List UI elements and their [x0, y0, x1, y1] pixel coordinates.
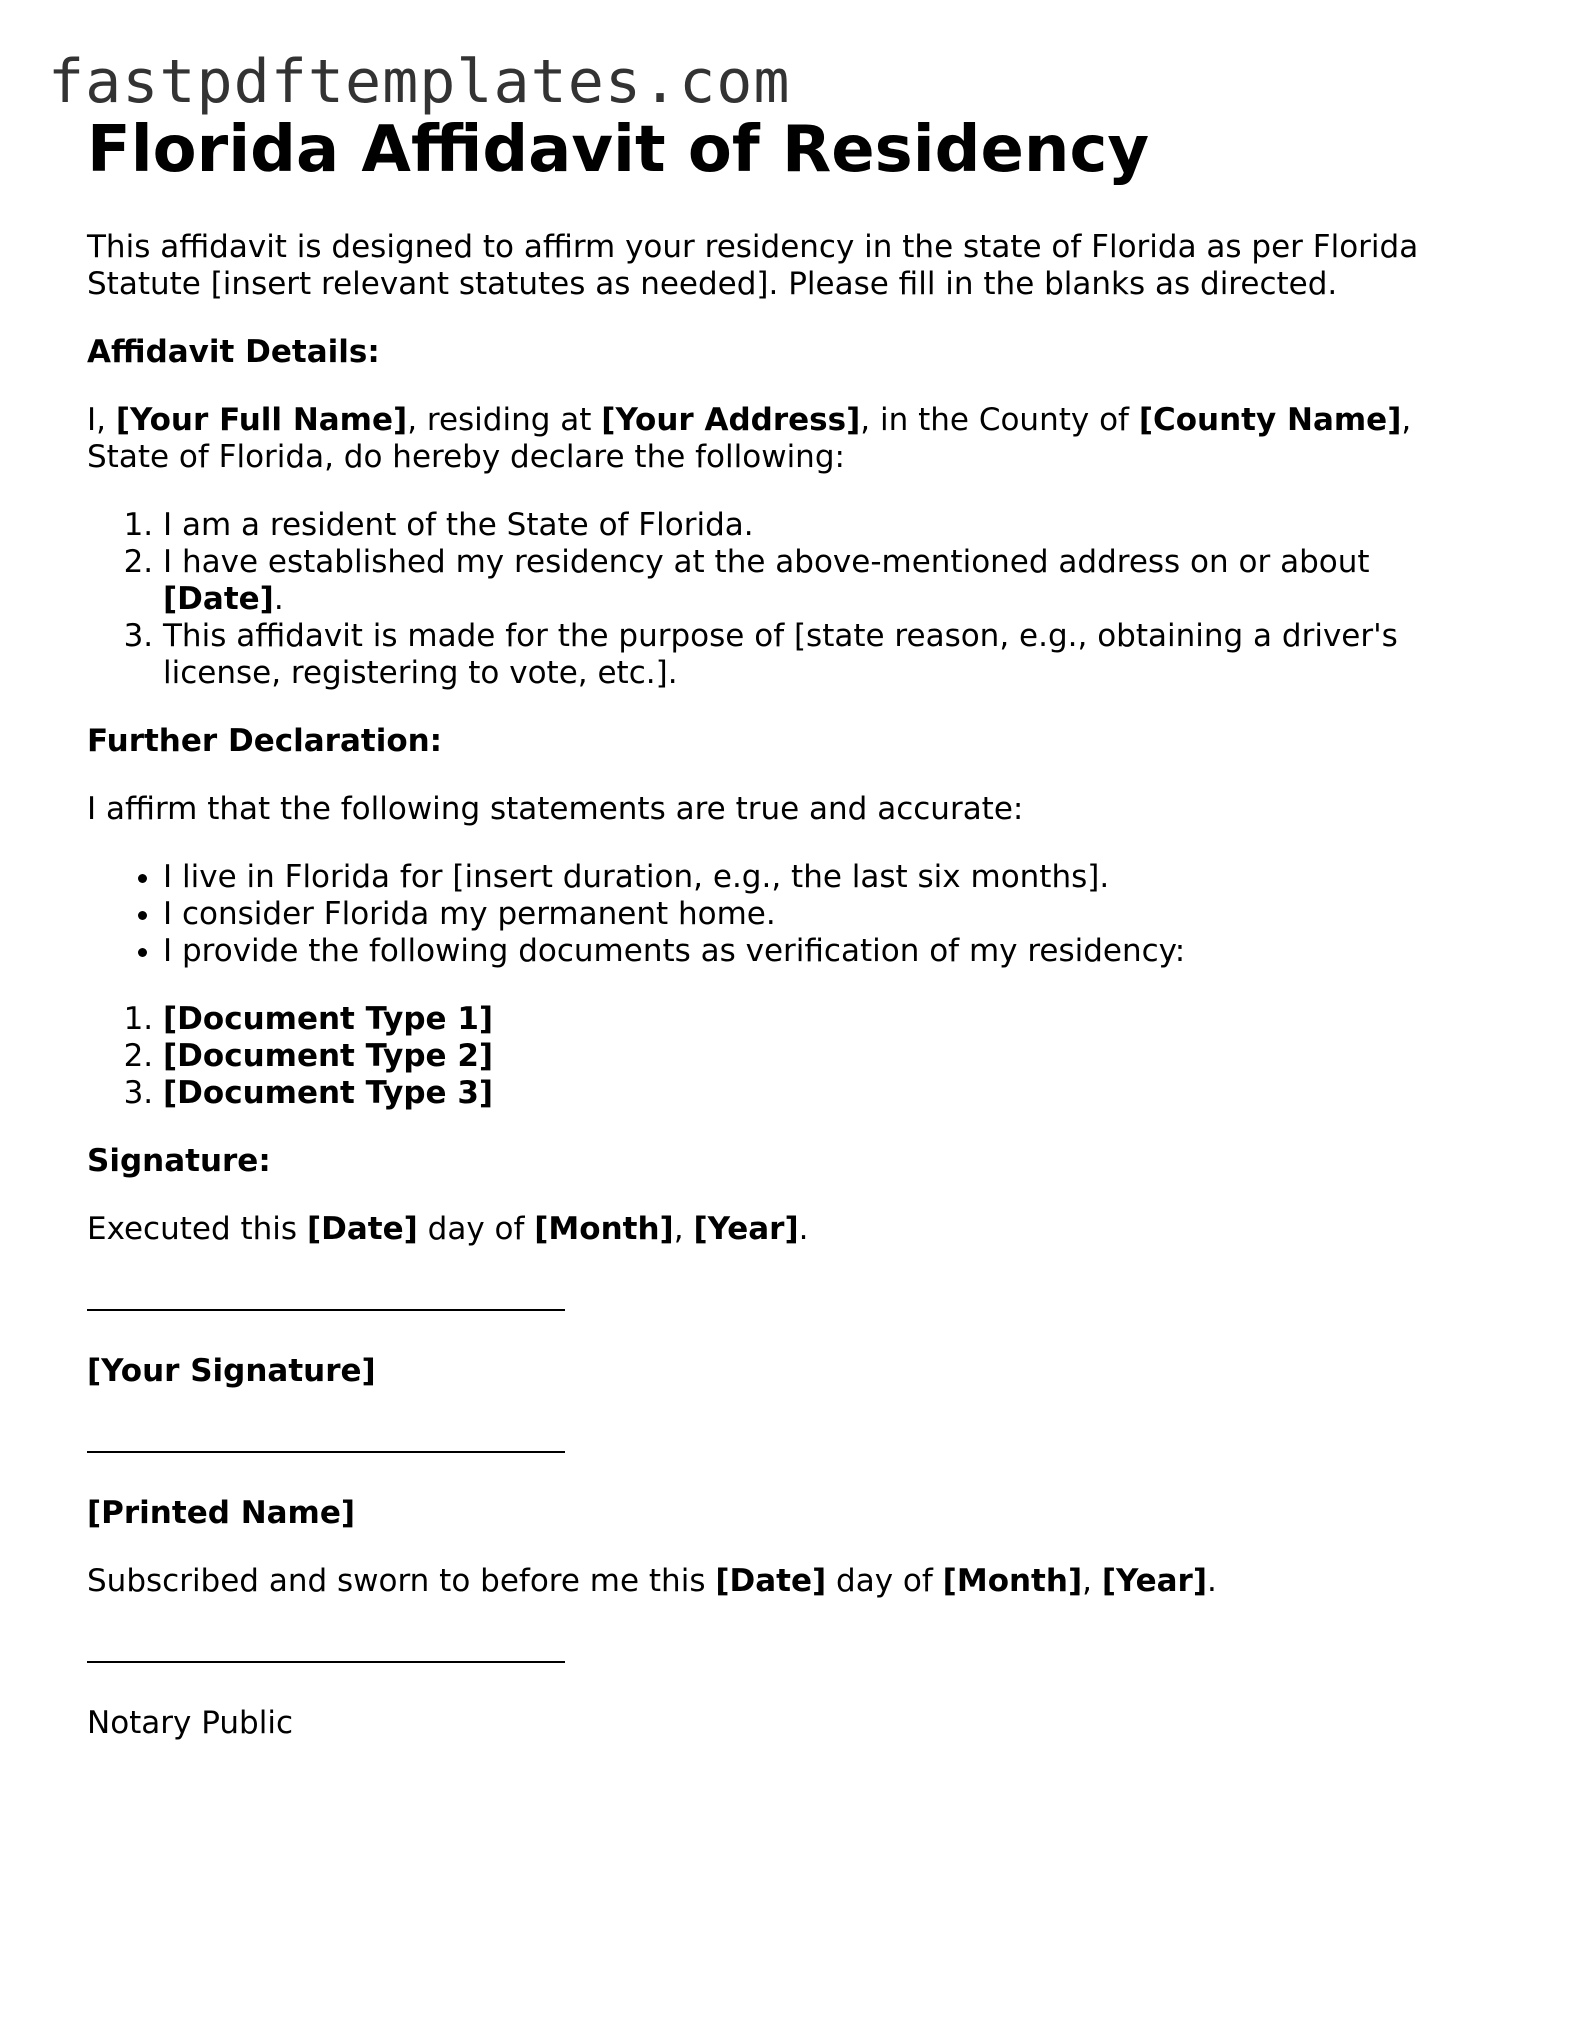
page-title: Florida Affidavit of Residency — [87, 113, 1150, 187]
document-item — [163, 1038, 1487, 1075]
document-type-placeholder: [Document Type 2] — [163, 1038, 494, 1074]
affidavit-document — [87, 106, 1487, 1773]
date-placeholder: [Date] — [163, 581, 274, 617]
further-declaration-heading: Further Declaration: — [87, 723, 443, 759]
affirm-paragraph: I affirm that the following statements are true and accurate: — [87, 791, 1024, 827]
declare-suffix-text: , State of Florida, do hereby declare the following: — [87, 402, 1412, 475]
address-placeholder: [Your Address] — [601, 402, 861, 438]
document-type-placeholder: [Document Type 3] — [163, 1075, 494, 1111]
document-item — [163, 1075, 1487, 1112]
declaration-i: I, — [87, 402, 106, 438]
year-placeholder: [Year] — [1101, 1563, 1208, 1599]
period: . — [1207, 1563, 1217, 1599]
date-placeholder: [Date] — [306, 1211, 418, 1247]
statement-list — [87, 859, 1487, 970]
signature-heading: Signature: — [87, 1143, 271, 1179]
notary-label: Notary Public — [87, 1705, 293, 1741]
executed-paragraph — [87, 1211, 1487, 1248]
printed-name-line[interactable] — [87, 1449, 565, 1453]
notary-signature-line[interactable] — [87, 1659, 565, 1663]
date-placeholder: [Date] — [715, 1563, 827, 1599]
statement-item: • I consider Florida my permanent home. — [163, 896, 1487, 933]
comma: , — [673, 1211, 684, 1247]
details-heading: Affidavit Details: — [87, 334, 380, 370]
executed-prefix: Executed this — [87, 1211, 298, 1247]
sworn-prefix: Subscribed and sworn to before me this — [87, 1563, 706, 1599]
declaration-item-text: I have established my residency at the above-mentioned address on or about — [163, 544, 1370, 580]
year-placeholder: [Year] — [693, 1211, 799, 1247]
declaration-item: 1. I am a resident of the State of Florida. — [163, 507, 1487, 544]
period: . — [798, 1211, 809, 1247]
county-placeholder: [County Name] — [1138, 402, 1402, 438]
declaration-item: 3. This affidavit is made for the purpose of [state reason, e.g., obtaining a driver's license, registering to vote, etc.]. — [163, 618, 1487, 692]
document-item — [163, 1001, 1487, 1038]
watermark-logo: fastpdftemplates.com — [48, 47, 791, 117]
signature-line[interactable] — [87, 1307, 565, 1311]
statement-item: • I provide the following documents as verification of my residency: — [163, 933, 1487, 970]
intro-paragraph: This affidavit is designed to affirm your residency in the state of Florida as per Florida Statute [insert relevant statutes as needed]. Please fill in the blanks as directed. — [87, 229, 1419, 302]
residing-at-text: , residing at — [407, 402, 592, 438]
month-placeholder: [Month] — [534, 1211, 674, 1247]
declaration-paragraph — [87, 402, 1487, 476]
comma: , — [1082, 1563, 1092, 1599]
document-type-placeholder: [Document Type 1] — [163, 1001, 494, 1037]
sworn-paragraph — [87, 1563, 1487, 1600]
declaration-item — [163, 544, 1487, 618]
statement-item: • I live in Florida for [insert duration, e.g., the last six months]. — [163, 859, 1487, 896]
full-name-placeholder: [Your Full Name] — [115, 402, 408, 438]
day-of-text: day of — [427, 1211, 525, 1247]
document-list — [87, 1001, 1487, 1112]
declaration-item-end: . — [273, 581, 284, 617]
your-signature-label: [Your Signature] — [87, 1353, 376, 1389]
in-county-text: , in the County of — [860, 402, 1129, 438]
month-placeholder: [Month] — [942, 1563, 1083, 1599]
printed-name-label: [Printed Name] — [87, 1495, 356, 1531]
declaration-list — [87, 507, 1487, 692]
day-of-text: day of — [836, 1563, 933, 1599]
